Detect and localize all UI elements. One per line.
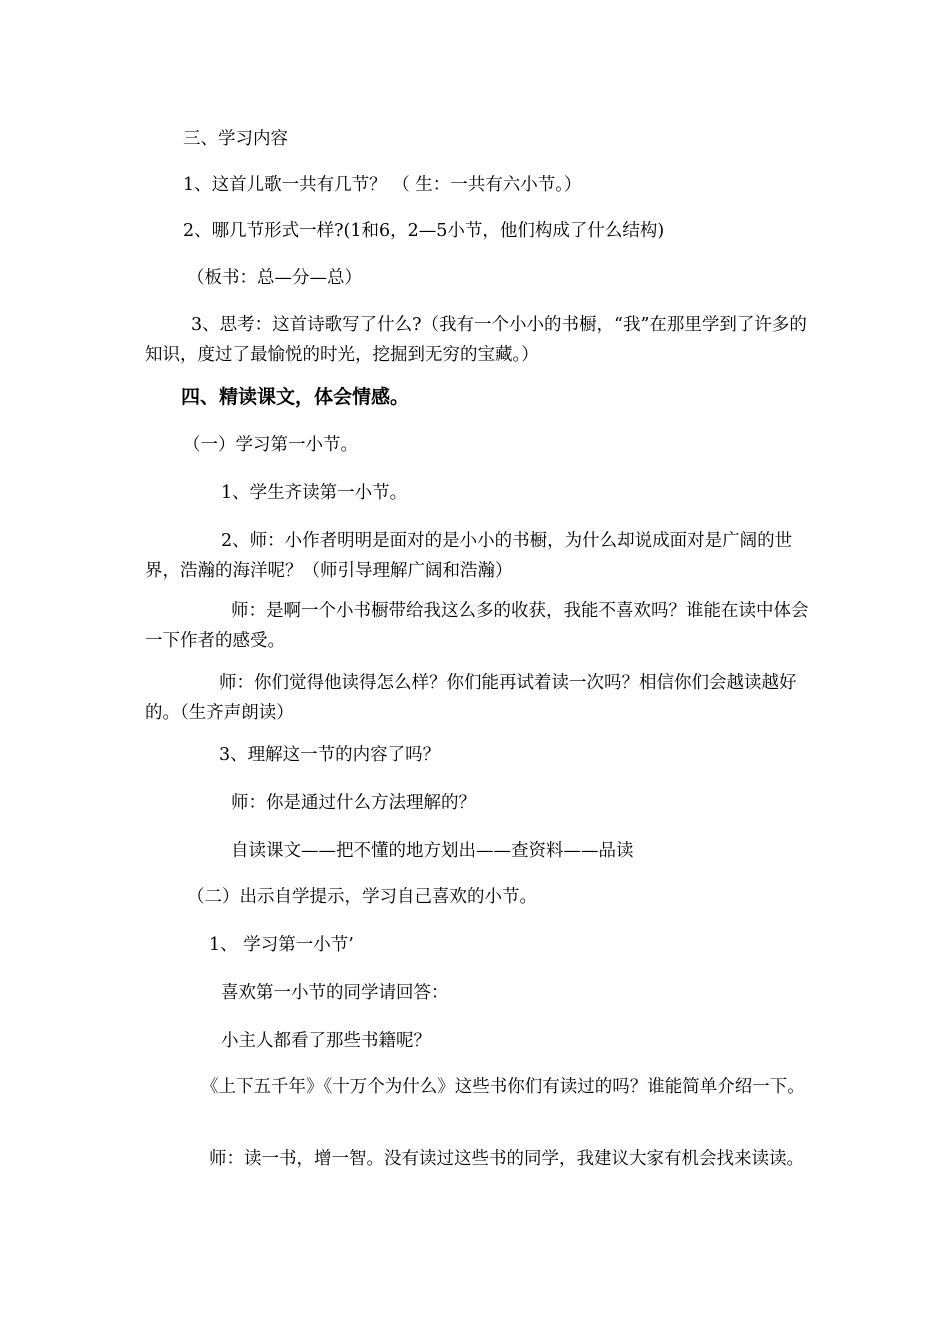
section-heading-close-reading: 四、精读课文，体会情感。 bbox=[181, 386, 410, 408]
question-1-paragraph: 1、这首儿歌一共有几节？ （ 生：一共有六小节。） bbox=[183, 175, 582, 195]
question-3-paragraph: 3、思考：这首诗歌写了什么?（我有一个小小的书橱，“我”在那里学到了许多的知识，度过了最愉悦的时光，挖掘到无穷的宝藏。） bbox=[145, 315, 807, 365]
step-3-paragraph: 3、理解这一节的内容了吗？ bbox=[219, 745, 441, 765]
reading-method-paragraph: 自读课文——把不懂的地方划出——查资料——品读 bbox=[231, 841, 634, 861]
step-2-paragraph: 2、师：小作者明明是面对的是小小的书橱，为什么却说成面对是广阔的世界，浩瀚的海洋呢？（师引导理解广阔和浩瀚） bbox=[145, 531, 793, 581]
teacher-remark-paragraph-1: 师：是啊一个小书橱带给我这么多的收获，我能不喜欢吗？谁能在读中体会一下作者的感受。 bbox=[145, 601, 809, 651]
self-study-step-1-paragraph: 1、 学习第一小节’ bbox=[209, 935, 354, 955]
section-heading-learning-content: 三、学习内容 bbox=[183, 129, 288, 149]
teacher-question-paragraph: 师：你是通过什么方法理解的？ bbox=[231, 793, 476, 813]
prompt-paragraph-2: 小主人都看了那些书籍呢？ bbox=[221, 1031, 431, 1051]
question-2-paragraph: 2、哪几节形式一样?(1和6，2—5小节，他们构成了什么结构) bbox=[183, 221, 665, 241]
teacher-suggestion-paragraph: 师：读一书，增一智。没有读过这些书的同学，我建议大家有机会找来读读。 bbox=[209, 1149, 804, 1169]
prompt-paragraph-1: 喜欢第一小节的同学请回答： bbox=[221, 983, 449, 1003]
subsection-heading-first-stanza: （一）学习第一小节。 bbox=[183, 435, 358, 455]
step-1-paragraph: 1、学生齐读第一小节。 bbox=[221, 483, 408, 503]
teacher-remark-paragraph-2: 师：你们觉得他读得怎么样？你们能再试着读一次吗？相信你们会越读越好的。（生齐声朗读） bbox=[145, 673, 797, 723]
blackboard-note-paragraph: （板书：总—分—总） bbox=[187, 268, 362, 288]
books-question-paragraph: 《上下五千年》《十万个为什么》这些书你们有读过的吗？谁能简单介绍一下。 bbox=[201, 1077, 805, 1097]
subsection-heading-self-study: （二）出示自学提示，学习自己喜欢的小节。 bbox=[187, 887, 537, 907]
